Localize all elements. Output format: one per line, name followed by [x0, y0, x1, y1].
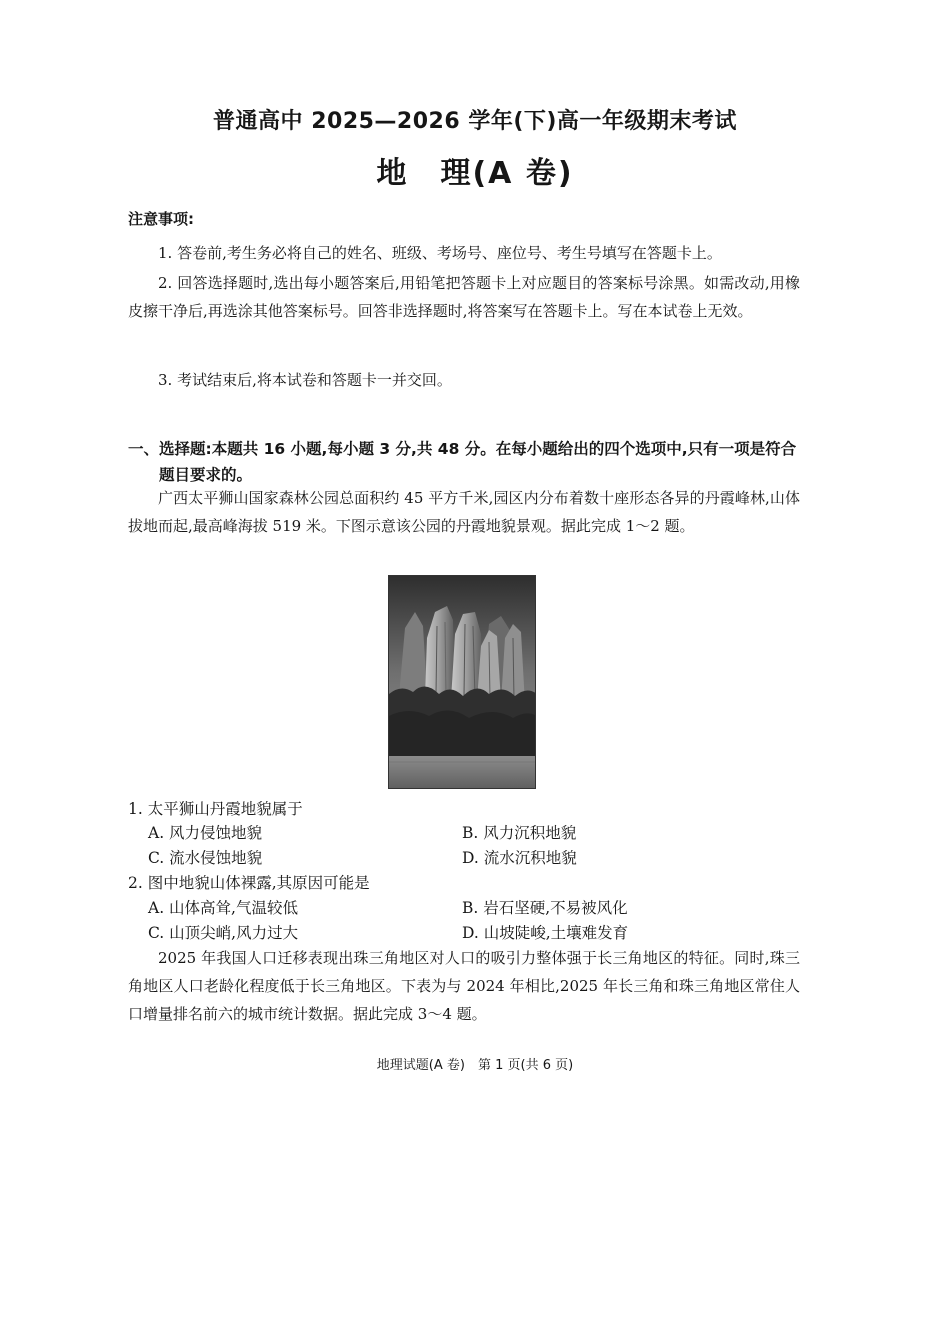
notice-item-2: 2. 回答选择题时,选出每小题答案后,用铅笔把答题卡上对应题目的答案标号涂黑。如需改动,用橡皮擦干净后,再选涂其他答案标号。回答非选择题时,将答案写在答题卡上。写在本试卷上无效。: [128, 274, 800, 320]
passage-population: 2025 年我国人口迁移表现出珠三角地区对人口的吸引力整体强于长三角地区的特征。同时,珠三角地区人口老龄化程度低于长三角地区。下表为与 2024 年相比,2025 年长三角和珠三角地区常住人口增量排名前六的城市统计数据。据此完成 3～4 题。: [128, 949, 800, 1023]
danxia-landform-photo: [388, 575, 536, 789]
intro-passage: 广西太平狮山国家森林公园总面积约 45 平方千米,园区内分布着数十座形态各异的丹霞峰林,山体拔地而起,最高峰海拔 519 米。下图示意该公园的丹霞地貌景观。据此完成 1～2 题。: [128, 489, 800, 535]
question-1-option-a: A. 风力侵蚀地貌: [148, 824, 263, 842]
section-heading: 一、选择题:本题共 16 小题,每小题 3 分,共 48 分。在每小题给出的四个选项中,只有一项是符合题目要求的。: [128, 440, 797, 484]
question-2-option-d: D. 山坡陡峻,土壤难发育: [462, 924, 629, 942]
question-2-stem: 2. 图中地貌山体裸露,其原因可能是: [128, 874, 370, 892]
question-2-option-a: A. 山体高耸,气温较低: [148, 899, 298, 917]
question-1-option-c: C. 流水侵蚀地貌: [148, 849, 263, 867]
notice-heading: 注意事项:: [128, 210, 194, 228]
question-1-stem: 1. 太平狮山丹霞地貌属于: [128, 800, 303, 818]
question-2-option-b: B. 岩石坚硬,不易被风化: [462, 899, 628, 917]
question-2-option-c: C. 山顶尖峭,风力过大: [148, 924, 299, 942]
page-footer: 地理试题(A 卷) 第 1 页(共 6 页): [376, 1058, 574, 1073]
question-1-option-d: D. 流水沉积地貌: [462, 849, 577, 867]
notice-item-1: 1. 答卷前,考生务必将自己的姓名、班级、考场号、座位号、考生号填写在答题卡上。: [158, 244, 722, 262]
exam-title: 普通高中 2025—2026 学年(下)高一年级期末考试: [213, 109, 737, 134]
subject-title: 地 理(A 卷): [376, 156, 574, 191]
question-1-option-b: B. 风力沉积地貌: [462, 824, 577, 842]
notice-item-3: 3. 考试结束后,将本试卷和答题卡一并交回。: [158, 371, 452, 389]
